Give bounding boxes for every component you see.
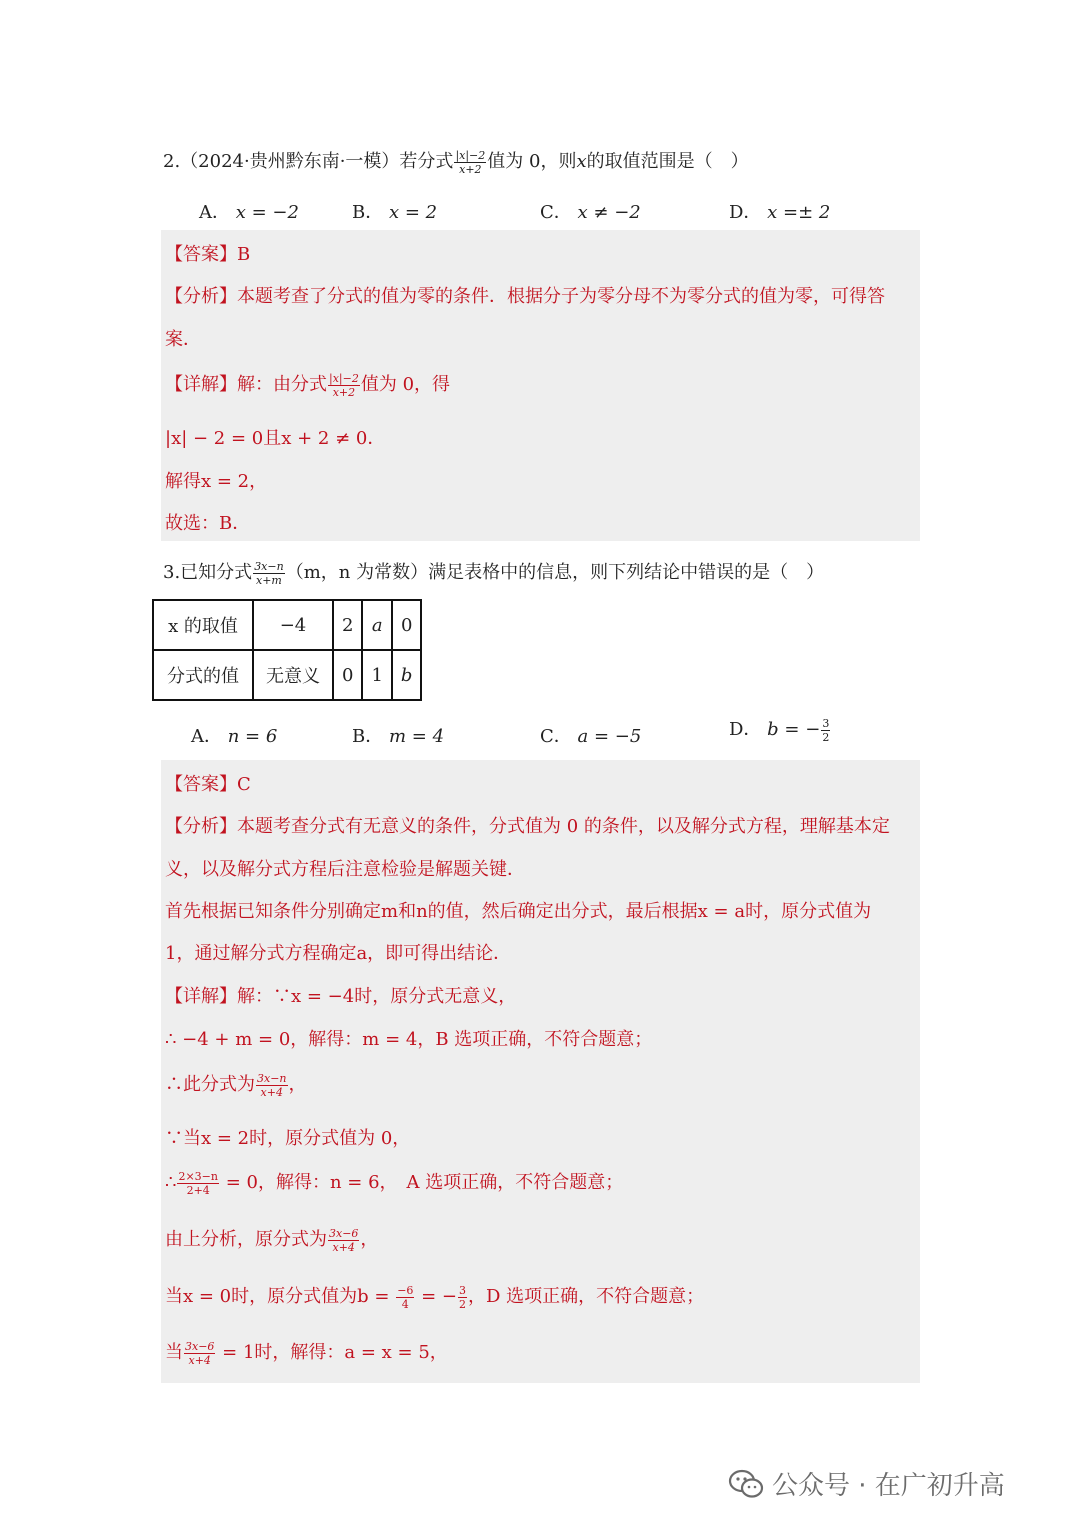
- q3-analysis-line-1: 【分析】本题考查分式有无意义的条件，分式值为 0 的条件，以及解分式方程，理解基本定: [165, 816, 890, 837]
- q2-detail-line: [165, 370, 450, 398]
- q3-detail-5-num: 2×3−n: [178, 1169, 218, 1183]
- q3-detail-6-fraction: [328, 1228, 359, 1253]
- q3-detail-7-mid: = −: [415, 1286, 458, 1307]
- q2-option-d-label: D．: [729, 202, 762, 223]
- q3-analysis-line-4: 1，通过解分式方程确定a，即可得出结论．: [165, 943, 512, 964]
- table-cell: b: [392, 650, 422, 700]
- q3-detail-line-5: [165, 1168, 623, 1196]
- q3-detail-8-den: x+4: [188, 1353, 211, 1367]
- q3-detail-6-num: 3x−6: [329, 1226, 359, 1240]
- q2-option-a-expr: x = −2: [235, 202, 299, 223]
- q3-detail-7-fraction-1: [396, 1285, 414, 1310]
- q3-option-d-expr: b = −: [767, 719, 821, 740]
- q2-detail-prefix: 【详解】解：由分式: [165, 374, 327, 395]
- q2-step-2: 解得x = 2，: [165, 471, 268, 492]
- q2-option-a-label: A．: [199, 202, 230, 223]
- q3-answer-line: 【答案】C: [165, 774, 251, 795]
- q3-stem-prefix: 3.已知分式: [163, 562, 253, 583]
- q3-detail-8-prefix: 当: [165, 1342, 183, 1363]
- q3-option-a-expr: n = 6: [227, 726, 278, 747]
- q3-option-b-label: B．: [352, 726, 384, 747]
- q3-analysis-line-3: 首先根据已知条件分别确定m和n的值，然后确定出分式，最后根据x = a时，原分式值为: [165, 901, 872, 922]
- q3-detail-5-prefix: ∴: [165, 1172, 177, 1193]
- q2-option-c-label: C．: [540, 202, 572, 223]
- q2-detail-frac-num: |x|−2: [329, 371, 359, 385]
- q3-option-c-label: C．: [540, 726, 572, 747]
- table-cell: −4: [253, 600, 333, 650]
- q3-detail-3-den: x+4: [260, 1085, 283, 1099]
- q2-var: x: [576, 151, 587, 172]
- q2-analysis-line-1: 【分析】本题考查了分式的值为零的条件．根据分子为零分母不为零分式的值为零，可得答: [165, 286, 885, 307]
- q3-option-b: [352, 722, 444, 748]
- q3-option-c-expr: a = −5: [577, 726, 642, 747]
- q3-detail-5-den: 2+4: [186, 1183, 210, 1197]
- q2-option-b-expr: x = 2: [388, 202, 438, 223]
- q2-step-1: |x| − 2 = 0且x + 2 ≠ 0．: [165, 428, 386, 449]
- table-cell: a: [362, 600, 391, 650]
- q3-detail-line-4: ∵当x = 2时，原分式值为 0，: [165, 1128, 411, 1149]
- q3-detail-7-fraction-2: [458, 1285, 467, 1310]
- table-cell: 2: [333, 600, 362, 650]
- q2-frac-den: x+2: [459, 162, 482, 176]
- q2-analysis-line-2: 案．: [165, 329, 201, 350]
- watermark: [728, 1465, 1005, 1502]
- q3-detail-7-prefix: 当x = 0时，原分式值为b =: [165, 1286, 396, 1307]
- q3-detail-line-7: [165, 1282, 704, 1310]
- q2-option-d: [729, 198, 830, 224]
- q2-option-b: [352, 198, 437, 224]
- q2-option-c: [540, 198, 641, 224]
- q3-table-row-value: [153, 650, 421, 700]
- q2-option-d-expr: x =± 2: [767, 202, 831, 223]
- q3-option-a-label: A．: [191, 726, 222, 747]
- q2-option-b-label: B．: [352, 202, 384, 223]
- q2-stem-suffix-a: 值为 0，则: [487, 151, 577, 172]
- q3-detail-line-3: [165, 1070, 307, 1098]
- q2-stem-suffix-b: 的取值范围是（ ）: [586, 151, 749, 172]
- q3-detail-7-suffix: ，D 选项正确，不符合题意；: [468, 1286, 705, 1307]
- q3-detail-3-prefix: ∴此分式为: [165, 1074, 255, 1095]
- watermark-text: 公众号 · 在广初升高: [772, 1471, 1005, 1501]
- q3-detail-8-num: 3x−6: [185, 1339, 215, 1353]
- q3-detail-3-suffix: ，: [288, 1074, 307, 1095]
- table-cell: 1: [362, 650, 391, 700]
- q3-option-d-den: 2: [822, 730, 830, 744]
- q2-step-3: 故选：B．: [165, 513, 251, 534]
- q2-detail-fraction: [328, 373, 360, 398]
- q3-detail-5-suffix: = 0，解得：n = 6， A 选项正确，不符合题意；: [219, 1172, 624, 1193]
- q2-fraction: [454, 150, 486, 175]
- q3-detail-line-2: ∴ −4 + m = 0，解得：m = 4，B 选项正确，不符合题意；: [165, 1029, 653, 1050]
- q3-detail-6-prefix: 由上分析，原分式为: [165, 1229, 327, 1250]
- q3-fraction: [253, 561, 285, 586]
- q3-detail-3-num: 3x−n: [257, 1071, 287, 1085]
- q3-option-d-num: 3: [822, 716, 830, 730]
- q3-detail-line-6: [165, 1225, 378, 1253]
- table-cell: 无意义: [253, 650, 333, 700]
- q3-option-d-label: D．: [729, 719, 762, 740]
- q3-frac-num: 3x−n: [254, 559, 284, 573]
- q2-answer-box: [161, 230, 920, 541]
- q3-detail-7-num2: 3: [459, 1283, 467, 1297]
- table-cell: 分式的值: [153, 650, 253, 700]
- q3-detail-line-1: 【详解】解：∵x = −4时，原分式无意义，: [165, 986, 517, 1007]
- q3-detail-7-den2: 2: [459, 1297, 467, 1311]
- q3-frac-den: x+m: [256, 573, 282, 587]
- q3-detail-6-den: x+4: [332, 1240, 355, 1254]
- q3-detail-8-fraction: [184, 1341, 215, 1366]
- q3-stem-suffix: （m，n 为常数）满足表格中的信息，则下列结论中错误的是（ ）: [285, 562, 825, 583]
- q3-detail-7-den1: 4: [401, 1297, 409, 1311]
- q3-option-d-fraction: [821, 718, 830, 743]
- q2-stem: [163, 147, 749, 175]
- q3-detail-5-fraction: [177, 1171, 219, 1196]
- q2-answer-line: 【答案】B: [165, 244, 251, 265]
- table-cell: x 的取值: [153, 600, 253, 650]
- q3-detail-7-num1: −6: [397, 1283, 414, 1297]
- q3-option-d: [729, 715, 831, 743]
- q3-option-a: [191, 722, 277, 748]
- q3-detail-8-suffix: = 1时，解得：a = x = 5，: [216, 1342, 448, 1363]
- q2-detail-suffix: 值为 0，得: [360, 374, 451, 395]
- q2-option-c-expr: x ≠ −2: [577, 202, 641, 223]
- q3-option-b-expr: m = 4: [388, 726, 445, 747]
- q2-frac-num: |x|−2: [455, 148, 486, 162]
- q2-option-a: [199, 198, 299, 224]
- table-cell: 0: [333, 650, 362, 700]
- q2-stem-prefix: 2.（2024·贵州黔东南·一模）若分式: [163, 151, 454, 172]
- q3-option-c: [540, 722, 641, 748]
- q3-info-table: [152, 599, 422, 701]
- q3-detail-6-suffix: ，: [360, 1229, 379, 1250]
- q3-detail-line-8: [165, 1338, 448, 1366]
- q3-answer-box: [161, 760, 920, 1383]
- q3-stem: [163, 558, 824, 586]
- q2-detail-frac-den: x+2: [332, 385, 356, 399]
- q3-detail-3-fraction: [256, 1073, 288, 1098]
- table-cell: 0: [392, 600, 422, 650]
- q3-table-row-x: [153, 600, 421, 650]
- wechat-icon: [728, 1468, 764, 1500]
- q3-analysis-line-2: 义，以及解分式方程后注意检验是解题关键．: [165, 859, 525, 880]
